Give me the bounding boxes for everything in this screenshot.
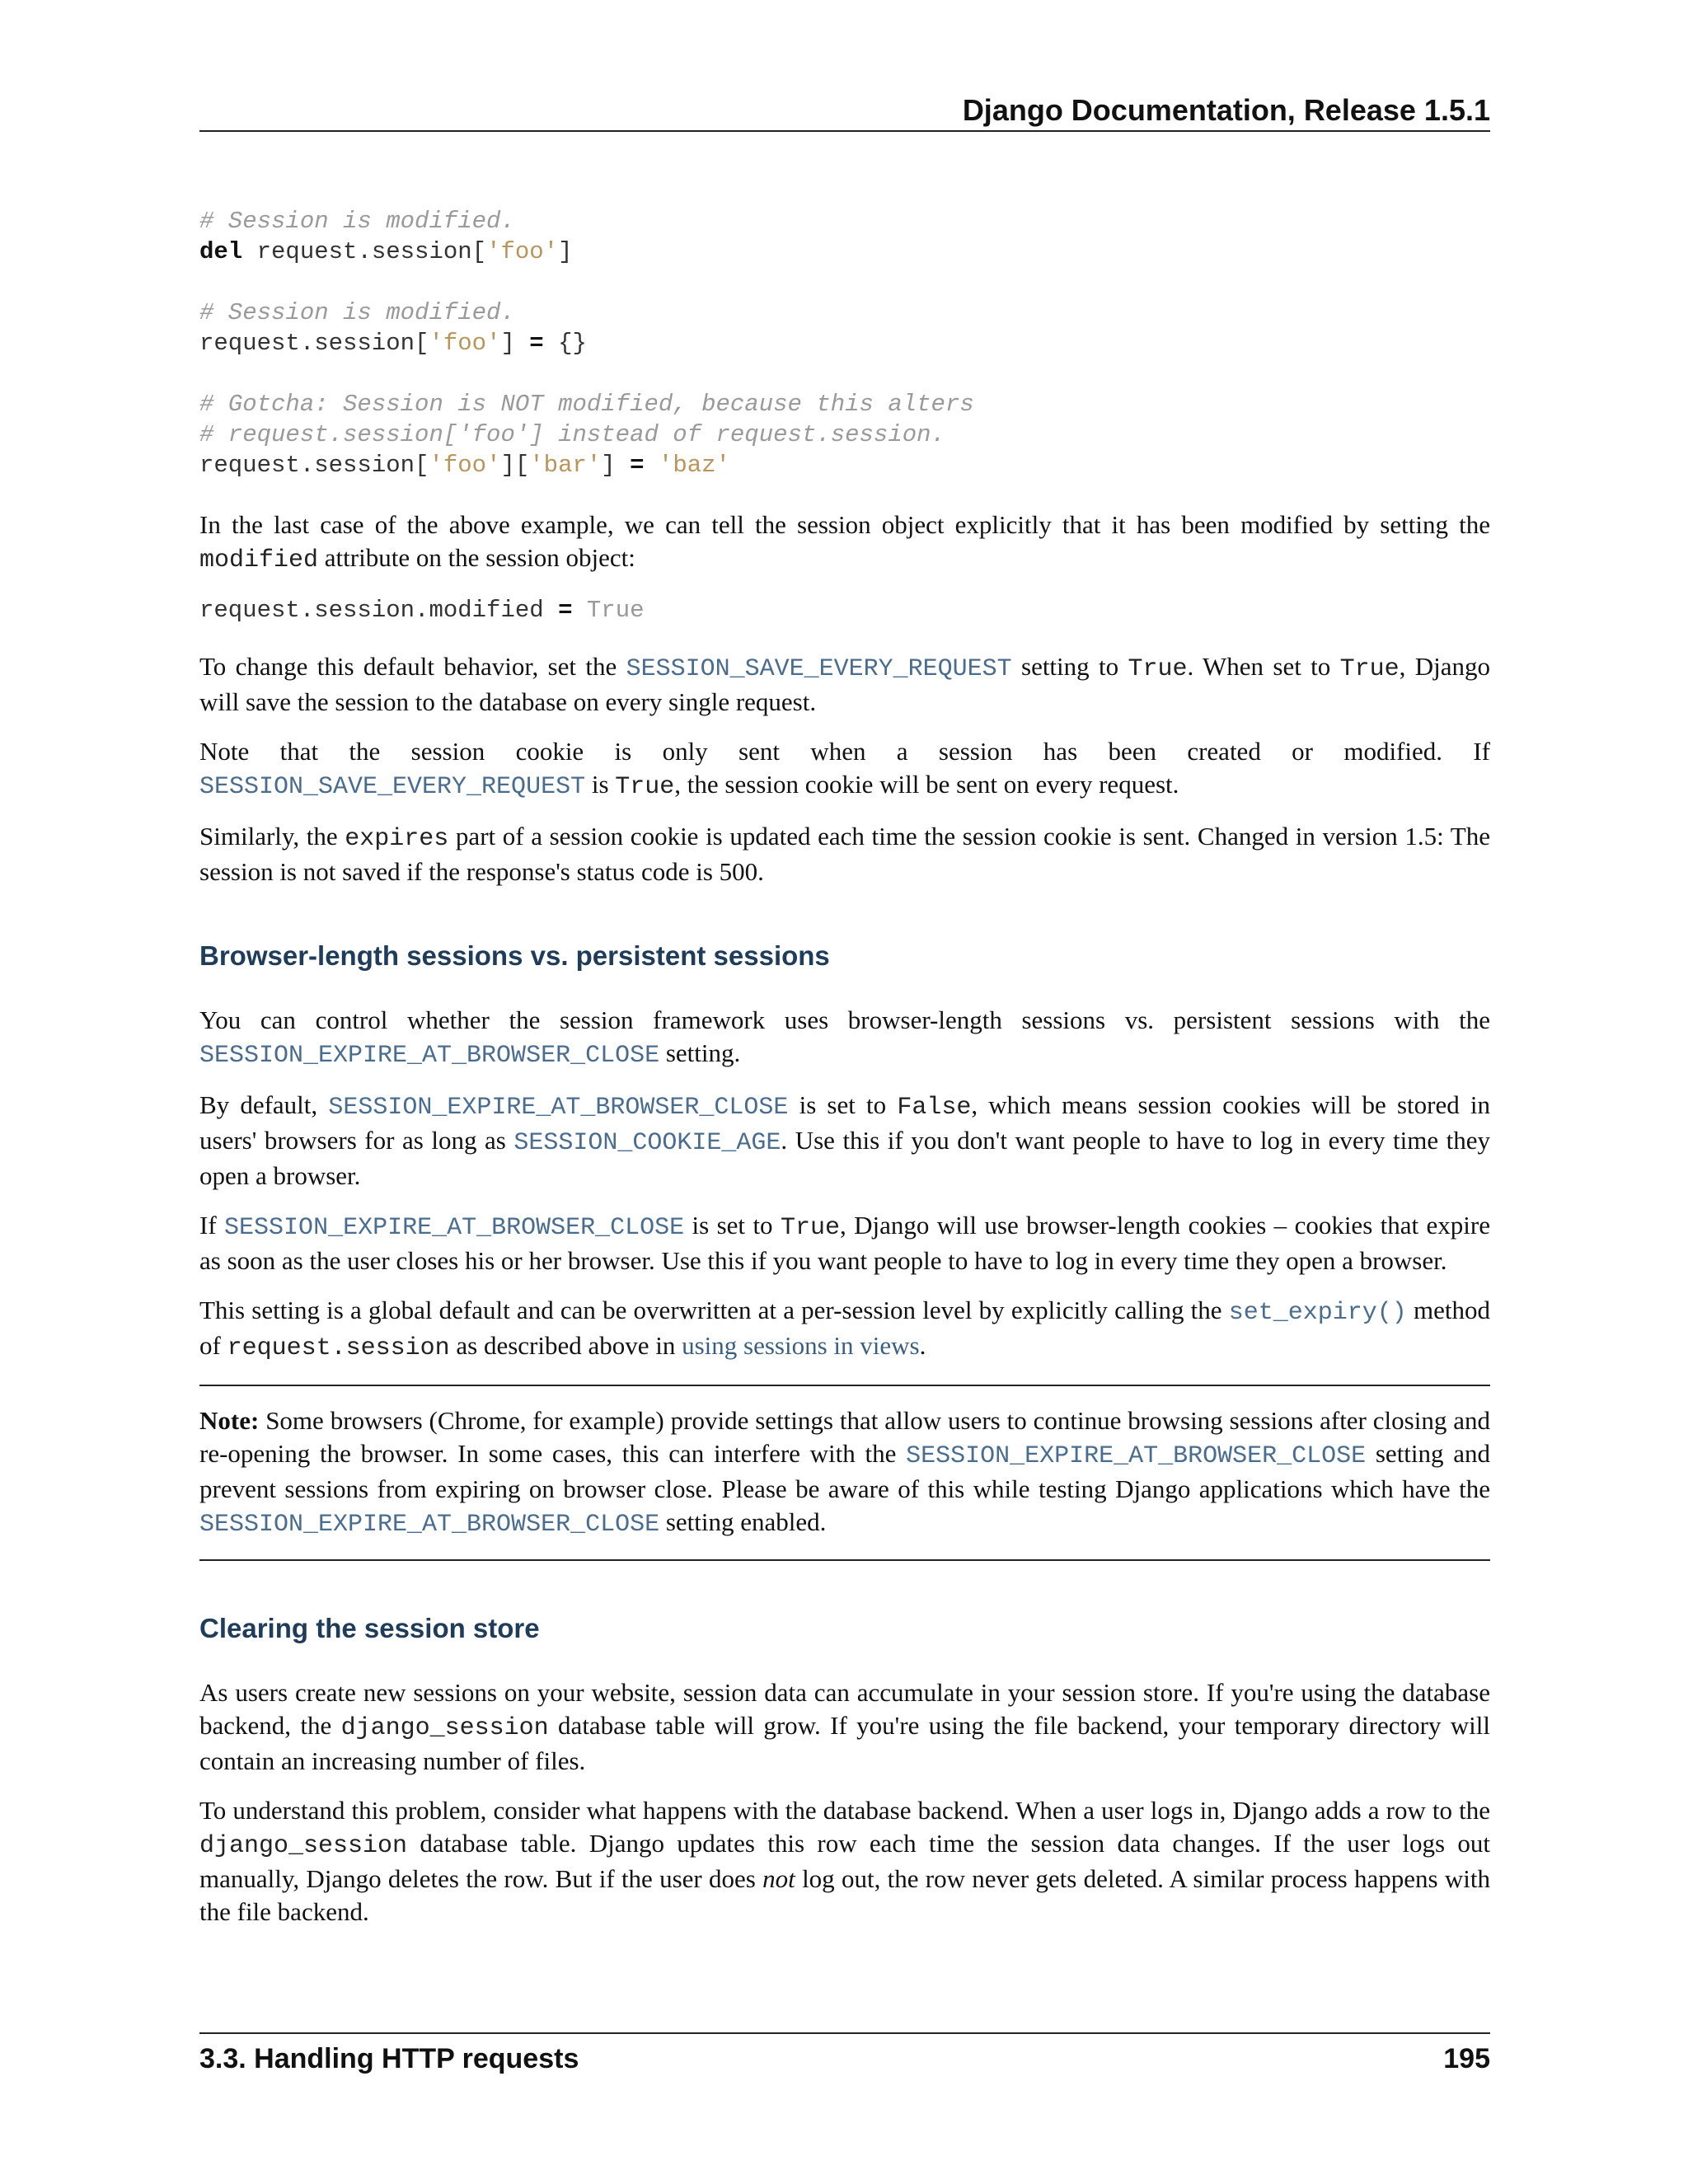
code-block-modified-true — [199, 595, 1490, 626]
text: As users create new sessions on your website, session data can accumulate in your session store. If you're using the database backend, the — [199, 1678, 1490, 1740]
text: Similarly, the — [199, 822, 345, 851]
setting-link[interactable]: SESSION_SAVE_EVERY_REQUEST — [199, 773, 586, 801]
code-block-session-modified — [199, 206, 1490, 480]
text: is set to — [684, 1211, 781, 1240]
code-text: ] — [500, 330, 530, 357]
text: , Django will use browser-length cookies – cookies that expire as soon as the user closes his or her browser. Use this if you want people to have to log in every time they open a browser. — [199, 1211, 1490, 1275]
code-string: 'foo' — [429, 452, 501, 479]
text: To understand this problem, consider what happens with the database backend. When a user logs in, Django adds a row to the — [199, 1796, 1490, 1825]
inline-code: True — [1339, 655, 1400, 683]
document-page — [199, 0, 1490, 2184]
method-link[interactable]: set_expiry() — [1228, 1299, 1407, 1327]
inline-code: True — [1128, 655, 1188, 683]
text: part of a session cookie is updated each time the session cookie is sent. Changed in version 1.5: The session is not saved if the response's status code is 500. — [199, 822, 1490, 886]
text: You can control whether the session framework uses browser-length sessions vs. persistent sessions with the — [199, 1005, 1490, 1034]
paragraph-save-every-request — [199, 650, 1490, 719]
text: is — [585, 770, 616, 799]
text: as described above in — [449, 1331, 682, 1360]
emphasis: not — [762, 1864, 795, 1893]
code-boolean: True — [586, 597, 645, 624]
code-string: 'baz' — [658, 452, 730, 479]
note-text — [199, 1404, 1490, 1541]
paragraph-session-accumulate — [199, 1676, 1490, 1778]
inline-code: expires — [345, 825, 449, 853]
code-string: 'foo' — [429, 330, 501, 357]
code-text: request.session[ — [199, 330, 429, 357]
note-label: Note: — [199, 1406, 260, 1435]
paragraph-modified-attribute — [199, 509, 1490, 577]
text: method of — [199, 1296, 1490, 1360]
paragraph-understand-problem — [199, 1794, 1490, 1929]
setting-link[interactable]: SESSION_EXPIRE_AT_BROWSER_CLOSE — [906, 1442, 1367, 1470]
text: database table. Django updates this row each time the session data changes. If the user logs out manually, Django deletes the row. But if the user does — [199, 1829, 1490, 1893]
inline-code: django_session — [199, 1832, 408, 1860]
text: setting to — [1011, 652, 1128, 681]
paragraph-expires — [199, 820, 1490, 888]
code-text: ][ — [500, 452, 530, 479]
text: is set to — [788, 1090, 898, 1119]
section-heading-clearing-store: Clearing the session store — [199, 1613, 540, 1643]
text: To change this default behavior, set the — [199, 652, 626, 681]
paragraph-session-cookie — [199, 735, 1490, 804]
paragraph-global-default — [199, 1294, 1490, 1365]
text: log out, the row never gets deleted. A similar process happens with the file backend. — [199, 1864, 1491, 1926]
setting-link[interactable]: SESSION_EXPIRE_AT_BROWSER_CLOSE — [224, 1214, 685, 1242]
running-header: Django Documentation, Release 1.5.1 — [199, 91, 1490, 132]
code-operator: = — [630, 452, 645, 479]
code-text — [572, 597, 586, 624]
code-comment: # Session is modified. — [199, 299, 515, 326]
text: . When set to — [1187, 652, 1340, 681]
code-keyword: del — [199, 238, 243, 265]
text: , the session cookie will be sent on every request. — [674, 770, 1179, 799]
setting-link[interactable]: SESSION_EXPIRE_AT_BROWSER_CLOSE — [199, 1042, 660, 1070]
text: setting enabled. — [659, 1507, 827, 1536]
text: database table will grow. If you're using the file backend, your temporary directory will contain an increasing number of files. — [199, 1711, 1490, 1775]
running-footer — [199, 2032, 1490, 2083]
code-text: {} — [543, 330, 587, 357]
code-text: ] — [601, 452, 631, 479]
paragraph-control-sessions — [199, 1004, 1490, 1072]
text: setting and prevent sessions from expiring on browser close. Please be aware of this while testing Django applications which have the — [199, 1439, 1491, 1503]
text: setting. — [659, 1038, 741, 1067]
setting-link[interactable]: SESSION_COOKIE_AGE — [513, 1129, 781, 1157]
text: By default, — [199, 1090, 329, 1119]
text: In the last case of the above example, we can tell the session object explicitly that it has been modified by setting the — [199, 510, 1490, 539]
page-content — [199, 206, 1490, 1929]
paragraph-browser-length-cookies — [199, 1209, 1490, 1277]
setting-link[interactable]: SESSION_EXPIRE_AT_BROWSER_CLOSE — [328, 1094, 789, 1122]
text: If — [199, 1211, 225, 1240]
inline-code: request.session — [227, 1334, 450, 1362]
setting-link[interactable]: SESSION_SAVE_EVERY_REQUEST — [626, 655, 1012, 683]
note-box — [199, 1385, 1490, 1561]
inline-code: modified — [199, 546, 319, 574]
inline-code: False — [897, 1094, 972, 1122]
code-operator: = — [558, 597, 573, 624]
text: Note that the session cookie is only sent when a session has been created or modified. If — [199, 737, 1490, 766]
paragraph-by-default — [199, 1089, 1490, 1193]
code-comment: # request.session['foo'] instead of request.session. — [199, 421, 945, 448]
text: Some browsers (Chrome, for example) provide settings that allow users to continue browsing sessions after closing and re-opening the browser. In some cases, this can interfere with the — [199, 1406, 1490, 1468]
using-sessions-link[interactable]: using sessions in views — [682, 1331, 920, 1360]
section-heading-browser-length: Browser-length sessions vs. persistent sessions — [199, 940, 830, 971]
code-text: request.session[ — [242, 238, 487, 265]
text: attribute on the session object: — [318, 543, 635, 572]
page-number: 195 — [1443, 2043, 1490, 2074]
text: . Use this if you don't want people to have to log in every time they open a browser. — [199, 1126, 1490, 1190]
inline-code: True — [615, 773, 675, 801]
text: This setting is a global default and can be overwritten at a per-session level by explicitly calling the — [199, 1296, 1229, 1324]
text: , Django will save the session to the database on every single request. — [199, 652, 1490, 716]
code-operator: = — [529, 330, 544, 357]
code-text: ] — [558, 238, 573, 265]
text: , which means session cookies will be stored in users' browsers for as long as — [199, 1090, 1490, 1155]
inline-code: True — [780, 1214, 840, 1242]
text: . — [919, 1331, 926, 1360]
code-comment: # Session is modified. — [199, 208, 515, 235]
inline-code: django_session — [340, 1714, 549, 1742]
code-text — [645, 452, 659, 479]
footer-section-title: 3.3. Handling HTTP requests — [199, 2043, 579, 2074]
setting-link[interactable]: SESSION_EXPIRE_AT_BROWSER_CLOSE — [199, 1511, 660, 1539]
code-string: 'bar' — [529, 452, 602, 479]
code-text: request.session[ — [199, 452, 429, 479]
code-comment: # Gotcha: Session is NOT modified, because this alters — [199, 391, 974, 418]
code-text: request.session.modified — [199, 597, 559, 624]
code-string: 'foo' — [486, 238, 559, 265]
